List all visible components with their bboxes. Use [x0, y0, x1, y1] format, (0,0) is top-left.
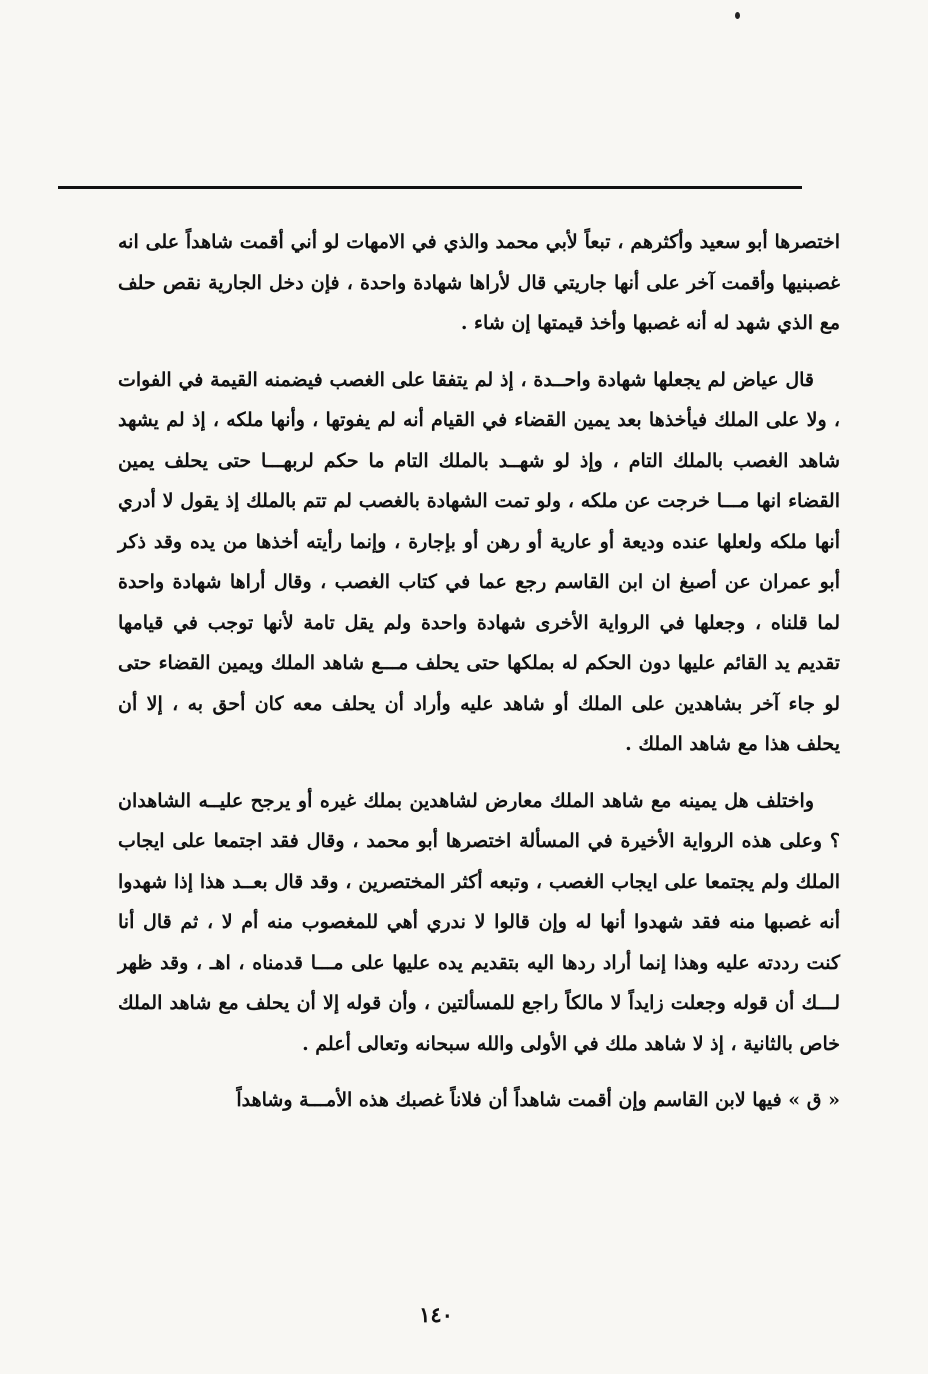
ink-speck	[735, 12, 740, 19]
paragraph-continuation: اختصرها أبو سعيد وأكثرهم ، تبعاً لأبي محمد والذي في الامهات لو أني أقمت شاهداً على انه غصبنيها وأقمت آخر على أنها جاريتي قال لأراها شهادة واحدة ، فإن دخل الجارية نقص حلف مع الذي شهد له أنه غصبها وأخذ قيمتها إن شاء .	[118, 231, 840, 334]
header-rule	[58, 186, 802, 189]
paragraph-iyad: قال عياض لم يجعلها شهادة واحــدة ، إذ لم يتفقا على الغصب فيضمنه القيمة في الفوات ، ولا على الملك فيأخذها بعد يمين القضاء في القيام أنه لم يفوتها ، وأنها ملكه ، إذ لم يشهد شاهد الغصب بالملك التام ، وإذ لو شهــد بالملك التام ما حكم لربهـــا حتى يحلف يمين القضاء انها مـــا خرجت عن ملكه ، ولو تمت الشهادة بالغصب لم تتم بالملك إذ يقول لا أدري أنها ملكه ولعلها عنده وديعة أو عارية أو رهن أو بإجارة ، وإنما رأيته أخذها من يده وقد ذكر أبو عمران عن أصبغ ان ابن القاسم رجع عما في كتاب الغصب ، وقال أراها شهادة واحدة لما قلناه ، وجعلها في الرواية الأخرى شهادة واحدة ولم يقل تامة لأنها توجب في قيامها تقديم يد القائم عليها دون الحكم له بملكها حتى يحلف مـــع شاهد الملك ويمين القضاء حتى لو جاء آخر بشاهدين على الملك أو شاهد عليه وأراد أن يحلف معه كان أحق به ، إلا أن يحلف هذا مع شاهد الملك .	[118, 368, 840, 755]
paragraph-qaf: « ق » فيها لابن القاسم وإن أقمت شاهداً أن فلاناً غصبك هذه الأمـــة وشاهداً	[236, 1089, 840, 1111]
page-number: ١٤٠	[419, 1302, 453, 1327]
body-text	[118, 222, 840, 1137]
paragraph-ikhtilaf: واختلف هل يمينه مع شاهد الملك معارض لشاهدين بملك غيره أو يرجح عليــه الشاهدان ؟ وعلى هذه الرواية الأخيرة في المسألة اختصرها أبو محمد ، وقال فقد اجتمعا على ايجاب الملك ولم يجتمعا على ايجاب الغصب ، وتبعه أكثر المختصرين ، وقد قال بعــد هذا إذا شهدوا أنه غصبها منه فقد شهدوا أنها له وإن قالوا لا ندري أهي للمغصوب منه أم لا ، ثم قال أنا كنت رددته عليه وهذا إنما أراد ردها اليه بتقديم يده عليها على مـــا قدمناه ، اهـ ، وقد ظهر لـــك أن قوله وجعلت زايداً لا مالكاً راجع للمسألتين ، وأن قوله إلا أن يحلف مع شاهد الملك خاص بالثانية ، إذ لا شاهد ملك في الأولى والله سبحانه وتعالى أعلم .	[118, 789, 840, 1055]
